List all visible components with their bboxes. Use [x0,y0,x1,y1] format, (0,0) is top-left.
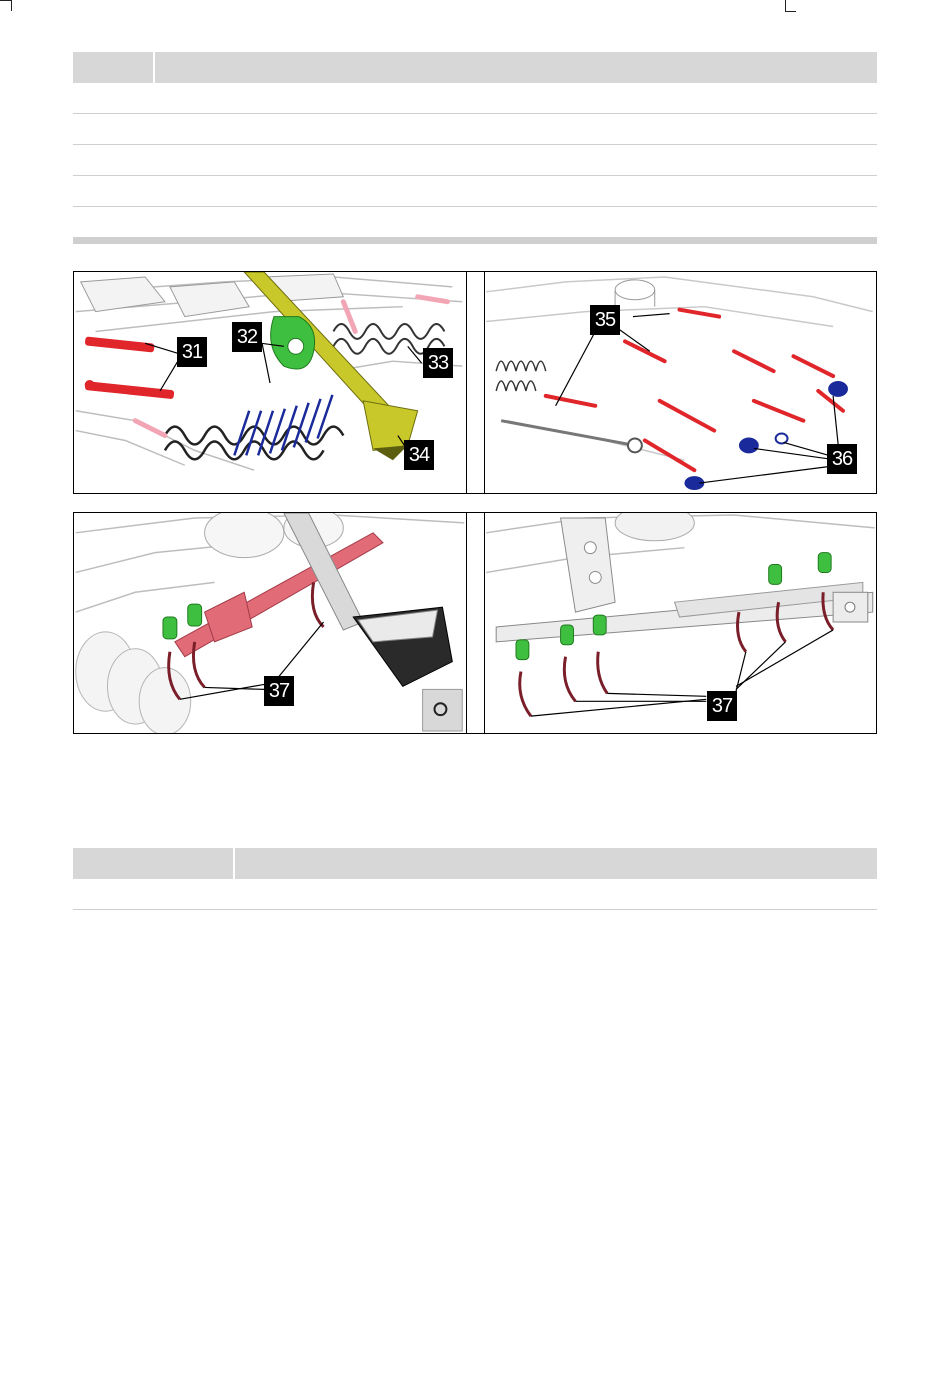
table-row [73,207,877,237]
machine-illustration-cultivator-front [485,513,876,733]
lower-table [73,848,877,910]
table-row [73,176,877,207]
figure-top [73,271,877,494]
machine-illustration-tines [485,272,876,493]
callout-35: 35 [590,305,620,335]
callout-37-left: 37 [264,676,294,706]
figure-bottom-divider [466,513,485,733]
callout-33: 33 [423,348,453,378]
figure-bottom [73,512,877,734]
figure-bottom-left-panel [74,513,466,733]
figure-bottom-right-panel [485,513,876,733]
table-row [73,879,877,910]
callout-31: 31 [177,337,207,367]
callout-32: 32 [232,322,262,352]
figure-top-divider [466,272,485,493]
callout-34: 34 [404,440,434,470]
table-row [73,114,877,145]
upper-table-footer-rule [73,237,877,244]
figure-top-left-panel [74,272,466,493]
upper-table-header [73,52,877,83]
table-row [73,145,877,176]
lower-table-header [73,848,877,879]
figure-top-right-panel [485,272,876,493]
callout-37-right: 37 [707,691,737,721]
upper-table [73,52,877,244]
table-row [73,83,877,114]
callout-36: 36 [827,444,857,474]
